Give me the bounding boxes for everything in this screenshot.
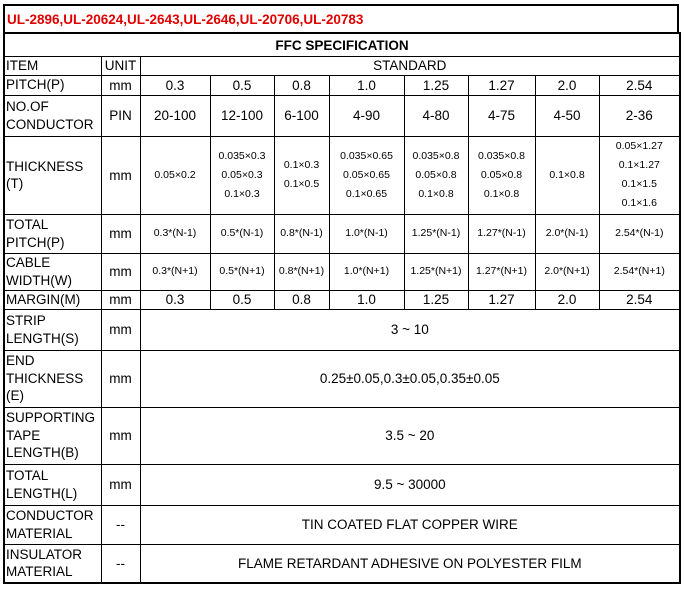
unit-cell: mm bbox=[101, 350, 140, 407]
value-cell: 2-36 bbox=[599, 95, 680, 136]
value-cell: 3 ~ 10 bbox=[140, 309, 680, 350]
value-cell: 2.54 bbox=[599, 290, 680, 309]
value-cell: FLAME RETARDANT ADHESIVE ON POLYESTER FILM bbox=[140, 544, 680, 583]
ul-standards-title: UL-2896,UL-20624,UL-2643,UL-2646,UL-20706,UL-20783 bbox=[3, 4, 679, 32]
value-cell: 0.3*(N+1) bbox=[140, 253, 210, 290]
row-conductor-material bbox=[4, 505, 680, 544]
value-cell: 0.1×0.3 0.1×0.5 bbox=[274, 136, 329, 214]
row-cable-width bbox=[4, 253, 680, 290]
row-pitch bbox=[4, 75, 680, 95]
value-cell: 1.25 bbox=[404, 75, 468, 95]
value-cell: 2.0*(N+1) bbox=[535, 253, 599, 290]
value-cell: 12-100 bbox=[210, 95, 274, 136]
value-cell: 2.0 bbox=[535, 290, 599, 309]
value-cell: 0.5 bbox=[210, 290, 274, 309]
row-margin bbox=[4, 290, 680, 309]
value-cell: 0.8*(N+1) bbox=[274, 253, 329, 290]
unit-cell: mm bbox=[101, 253, 140, 290]
value-cell: 2.0 bbox=[535, 75, 599, 95]
row-total-length bbox=[4, 464, 680, 505]
row-label: TOTAL PITCH(P) bbox=[4, 214, 101, 253]
value-cell: 0.05×0.2 bbox=[140, 136, 210, 214]
value-cell: 0.1×0.8 bbox=[535, 136, 599, 214]
row-total-pitch bbox=[4, 214, 680, 253]
value-cell: 1.27*(N+1) bbox=[468, 253, 535, 290]
row-label: TOTAL LENGTH(L) bbox=[4, 464, 101, 505]
unit-cell: mm bbox=[101, 309, 140, 350]
value-cell: 1.25 bbox=[404, 290, 468, 309]
unit-cell: mm bbox=[101, 214, 140, 253]
unit-cell: -- bbox=[101, 505, 140, 544]
unit-cell: mm bbox=[101, 407, 140, 464]
value-cell: 0.05×1.27 0.1×1.27 0.1×1.5 0.1×1.6 bbox=[599, 136, 680, 214]
row-no-conductor bbox=[4, 95, 680, 136]
row-supporting-tape bbox=[4, 407, 680, 464]
value-cell: 4-75 bbox=[468, 95, 535, 136]
value-cell: 9.5 ~ 30000 bbox=[140, 464, 680, 505]
value-cell: 2.0*(N-1) bbox=[535, 214, 599, 253]
value-cell: 1.27 bbox=[468, 290, 535, 309]
row-label: MARGIN(M) bbox=[4, 290, 101, 309]
spec-heading: FFC SPECIFICATION bbox=[4, 33, 680, 57]
unit-cell: mm bbox=[101, 464, 140, 505]
value-cell: TIN COATED FLAT COPPER WIRE bbox=[140, 505, 680, 544]
ffc-spec-table bbox=[3, 32, 681, 584]
value-cell: 2.54*(N-1) bbox=[599, 214, 680, 253]
row-label: INSULATOR MATERIAL bbox=[4, 544, 101, 583]
value-cell: 4-50 bbox=[535, 95, 599, 136]
row-label: THICKNESS (T) bbox=[4, 136, 101, 214]
value-cell: 6-100 bbox=[274, 95, 329, 136]
row-insulator-material bbox=[4, 544, 680, 583]
header-item: ITEM bbox=[4, 57, 101, 76]
unit-cell: mm bbox=[101, 290, 140, 309]
row-label: CABLE WIDTH(W) bbox=[4, 253, 101, 290]
row-end-thickness bbox=[4, 350, 680, 407]
row-label: SUPPORTING TAPE LENGTH(B) bbox=[4, 407, 101, 464]
value-cell: 4-80 bbox=[404, 95, 468, 136]
row-label: PITCH(P) bbox=[4, 75, 101, 95]
value-cell: 2.54*(N+1) bbox=[599, 253, 680, 290]
value-cell: 0.3 bbox=[140, 290, 210, 309]
value-cell: 20-100 bbox=[140, 95, 210, 136]
header-unit: UNIT bbox=[101, 57, 140, 76]
value-cell: 0.8 bbox=[274, 75, 329, 95]
value-cell: 0.3 bbox=[140, 75, 210, 95]
value-cell: 0.8 bbox=[274, 290, 329, 309]
value-cell: 0.5*(N+1) bbox=[210, 253, 274, 290]
unit-cell: PIN bbox=[101, 95, 140, 136]
value-cell: 0.8*(N-1) bbox=[274, 214, 329, 253]
row-strip-length bbox=[4, 309, 680, 350]
value-cell: 0.25±0.05,0.3±0.05,0.35±0.05 bbox=[140, 350, 680, 407]
value-cell: 0.035×0.3 0.05×0.3 0.1×0.3 bbox=[210, 136, 274, 214]
spec-sheet bbox=[3, 4, 679, 584]
value-cell: 0.035×0.8 0.05×0.8 0.1×0.8 bbox=[404, 136, 468, 214]
value-cell: 2.54 bbox=[599, 75, 680, 95]
value-cell: 1.0 bbox=[329, 290, 404, 309]
value-cell: 1.25*(N+1) bbox=[404, 253, 468, 290]
row-label: STRIP LENGTH(S) bbox=[4, 309, 101, 350]
value-cell: 3.5 ~ 20 bbox=[140, 407, 680, 464]
row-label: NO.OF CONDUCTOR bbox=[4, 95, 101, 136]
value-cell: 1.0*(N-1) bbox=[329, 214, 404, 253]
value-cell: 0.035×0.8 0.05×0.8 0.1×0.8 bbox=[468, 136, 535, 214]
value-cell: 1.27 bbox=[468, 75, 535, 95]
unit-cell: mm bbox=[101, 75, 140, 95]
unit-cell: -- bbox=[101, 544, 140, 583]
value-cell: 1.25*(N-1) bbox=[404, 214, 468, 253]
header-standard: STANDARD bbox=[140, 57, 680, 76]
value-cell: 1.0*(N+1) bbox=[329, 253, 404, 290]
value-cell: 1.27*(N-1) bbox=[468, 214, 535, 253]
value-cell: 0.5 bbox=[210, 75, 274, 95]
unit-cell: mm bbox=[101, 136, 140, 214]
row-thickness bbox=[4, 136, 680, 214]
row-label: CONDUCTOR MATERIAL bbox=[4, 505, 101, 544]
value-cell: 4-90 bbox=[329, 95, 404, 136]
value-cell: 0.3*(N-1) bbox=[140, 214, 210, 253]
row-label: END THICKNESS (E) bbox=[4, 350, 101, 407]
value-cell: 0.5*(N-1) bbox=[210, 214, 274, 253]
value-cell: 0.035×0.65 0.05×0.65 0.1×0.65 bbox=[329, 136, 404, 214]
value-cell: 1.0 bbox=[329, 75, 404, 95]
